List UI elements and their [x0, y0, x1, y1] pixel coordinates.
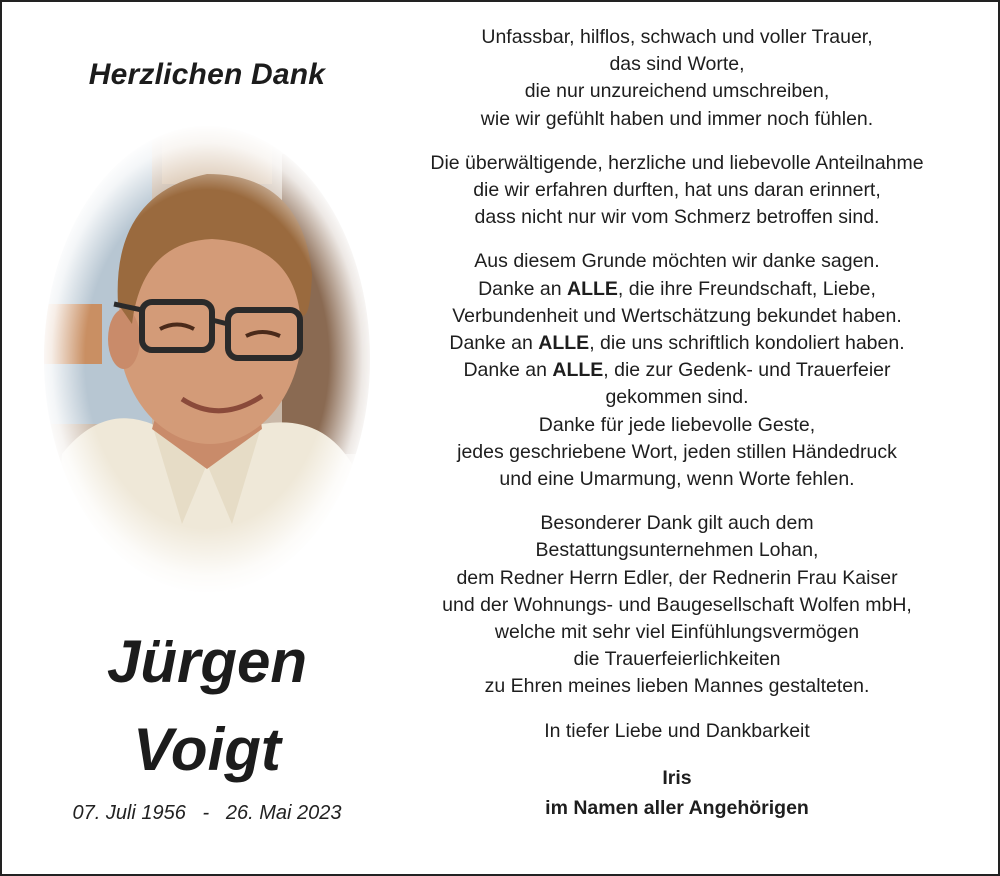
text-segment: und eine Umarmung, wenn Worte fehlen.: [499, 468, 855, 491]
paragraph: [392, 510, 962, 700]
text-segment: Die überwältigende, herzliche und liebevolle Anteilnahme: [430, 151, 924, 174]
text-segment: das sind Worte,: [609, 53, 745, 76]
text-segment: Verbundenheit und Wertschätzung bekundet haben.: [452, 304, 902, 327]
text-segment: jedes geschriebene Wort, jeden stillen Händedruck: [457, 440, 897, 463]
closing-line: In tiefer Liebe und Dankbarkeit: [544, 719, 810, 742]
text-line: [392, 592, 962, 619]
thank-you-text: [392, 24, 962, 823]
text-line: [392, 619, 962, 646]
text-segment: die wir erfahren durften, hat uns daran erinnert,: [473, 179, 881, 202]
text-line: [392, 177, 962, 204]
text-segment: Unfassbar, hilflos, schwach und voller Trauer,: [481, 26, 873, 48]
text-line: [392, 303, 962, 330]
text-line: [392, 150, 962, 177]
text-segment: dass nicht nur wir vom Schmerz betroffen sind.: [474, 206, 880, 229]
paragraph: [392, 150, 962, 232]
text-segment: Danke an: [449, 332, 539, 355]
text-segment: , die ihre Freundschaft, Liebe,: [617, 277, 876, 300]
text-segment: die nur unzureichend umschreiben,: [524, 80, 830, 103]
paragraph: [392, 24, 962, 133]
text-line: [392, 646, 962, 673]
text-segment: , die zur Gedenk- und Trauerfeier: [603, 359, 891, 382]
text-line: [392, 248, 962, 275]
birth-date: 07. Juli 1956: [72, 802, 186, 824]
paragraph: [392, 248, 962, 493]
text-line: [392, 384, 962, 411]
text-line: [392, 276, 962, 303]
text-line: [392, 466, 962, 493]
text-segment: Danke an: [478, 277, 567, 300]
text-line: [392, 24, 962, 51]
text-line: [392, 204, 962, 231]
text-segment: dem Redner Herrn Edler, der Rednerin Frau Kaiser: [456, 566, 898, 589]
text-line: [392, 51, 962, 78]
text-line: [392, 357, 962, 384]
emphasis-text: ALLE: [538, 332, 590, 355]
text-segment: die Trauerfeierlichkeiten: [573, 648, 781, 671]
emphasis-text: ALLE: [566, 277, 618, 300]
text-segment: Danke für jede liebevolle Geste,: [538, 413, 816, 436]
text-line: [392, 412, 962, 439]
text-line: [392, 330, 962, 357]
date-separator: -: [202, 802, 210, 824]
signature-line: im Namen aller Angehörigen: [545, 796, 809, 819]
life-dates: [42, 802, 372, 825]
signature-name: Iris: [662, 766, 692, 789]
text-segment: Besonderer Dank gilt auch dem: [540, 512, 814, 535]
text-line: [392, 439, 962, 466]
text-segment: und der Wohnungs- und Baugesellschaft Wolfen mbH,: [442, 593, 912, 616]
text-segment: , die uns schriftlich kondoliert haben.: [589, 332, 905, 355]
text-segment: zu Ehren meines lieben Mannes gestalteten.: [484, 675, 870, 698]
text-line: [392, 565, 962, 592]
deceased-last-name: Voigt: [133, 716, 281, 783]
text-segment: Bestattungsunternehmen Lohan,: [535, 539, 819, 562]
heading: Herzlichen Dank: [88, 58, 326, 91]
text-segment: gekommen sind.: [605, 386, 749, 409]
death-date: 26. Mai 2023: [225, 802, 342, 824]
text-line: [392, 673, 962, 700]
text-line: [392, 106, 962, 133]
text-segment: wie wir gefühlt haben und immer noch fühlen.: [480, 107, 874, 130]
text-segment: Danke an: [463, 359, 553, 382]
portrait-photo: [42, 124, 372, 594]
text-line: [392, 537, 962, 564]
text-line: [392, 510, 962, 537]
text-segment: welche mit sehr viel Einfühlungsvermögen: [494, 621, 860, 644]
emphasis-text: ALLE: [552, 359, 604, 382]
thank-you-paragraphs: [392, 24, 962, 701]
text-line: [392, 78, 962, 105]
deceased-first-name: Jürgen: [106, 628, 308, 695]
text-segment: Aus diesem Grunde möchten wir danke sagen.: [474, 250, 880, 273]
